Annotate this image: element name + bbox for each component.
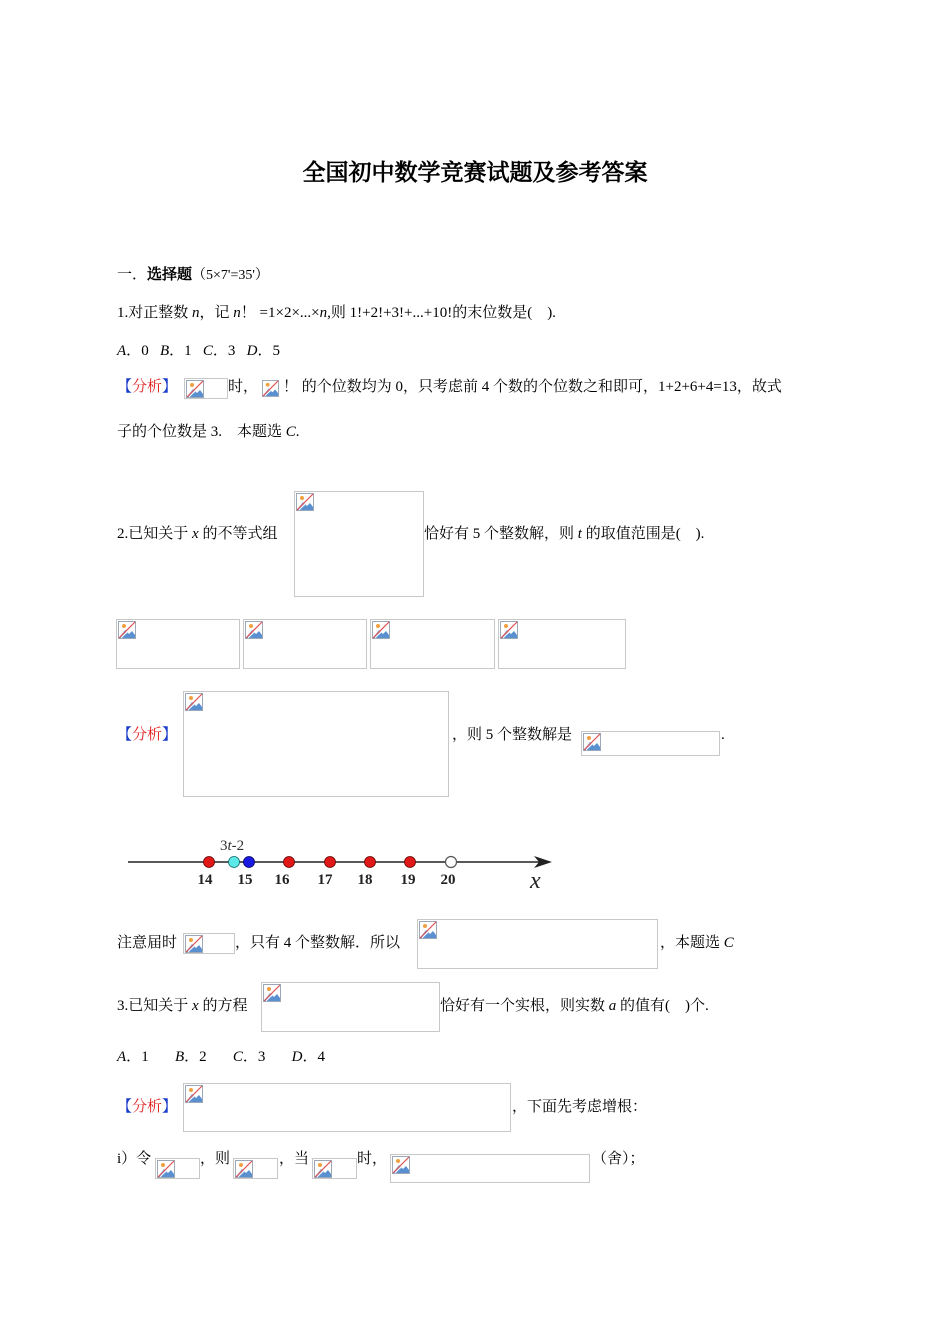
broken-image-icon [235, 1160, 253, 1178]
option-letter: A [117, 343, 127, 359]
broken-image-icon [583, 733, 601, 751]
q1-analysis-text: ！ 的个位数均为 0，只考虑前 4 个数的个位数之和即可，1+2+6+4=13，故式 [283, 379, 782, 395]
point-3t-2 [229, 857, 240, 868]
axis-label-x: x [530, 868, 541, 892]
q2-text: 的取值范围是( ). [581, 526, 705, 542]
point-19 [405, 857, 416, 868]
broken-image-icon [245, 621, 263, 639]
q3-text: 恰好有一个实根，则实数 [440, 998, 609, 1014]
tick-label: 17 [317, 872, 333, 888]
broken-image-icon [157, 1160, 175, 1178]
option-value: 3 [257, 1049, 266, 1065]
q3-case-text: ，当 [279, 1151, 310, 1167]
answer-letter: C [723, 935, 734, 951]
point-20 [446, 857, 457, 868]
tick-label: 18 [357, 872, 373, 888]
bracket: 】 [162, 1099, 178, 1115]
q3-analysis-label [117, 1097, 177, 1117]
q3-stem-end [440, 996, 709, 1016]
option-letter: B [174, 1049, 185, 1065]
option-letter: B [159, 343, 170, 359]
var-a: a [608, 998, 617, 1014]
option-a-image [116, 619, 240, 669]
formula-image [183, 933, 235, 954]
option-letter: C [202, 343, 213, 359]
answer-letter: C [285, 424, 296, 440]
option-value: 3 [227, 343, 236, 359]
broken-image-icon [419, 921, 437, 939]
point-15 [244, 857, 255, 868]
section-points: （5×7'=35'） [192, 268, 269, 283]
broken-image-icon [262, 380, 279, 397]
formula-image [184, 378, 228, 399]
option-c-image [370, 619, 495, 669]
q1-analysis-conclusion [117, 422, 300, 442]
broken-image-icon [263, 984, 281, 1002]
number-line-top-label: 3t-2 [220, 838, 245, 854]
option-letter: A [117, 1049, 127, 1065]
broken-image-icon [185, 935, 203, 953]
analysis-word: 分析 [132, 727, 163, 743]
tick-label: 20 [440, 872, 456, 888]
q2-stem-start [117, 524, 277, 544]
var-n: n [192, 305, 200, 321]
bracket: 】 [162, 379, 178, 395]
q3-stem-start [117, 996, 247, 1016]
formula-image [261, 982, 440, 1032]
number-line-figure [120, 830, 560, 892]
formula-image [581, 731, 720, 756]
option-value: 0 [141, 343, 149, 359]
option-value: 4 [317, 1049, 326, 1065]
var-n: n [319, 305, 328, 321]
var-x: x [192, 998, 199, 1014]
section-prefix: 一． [117, 267, 148, 283]
point-16 [284, 857, 295, 868]
option-b-image [243, 619, 367, 669]
q1-text: ，记 [199, 305, 234, 321]
point-14 [204, 857, 215, 868]
q2-text: 的不等式组 [198, 526, 278, 542]
q1-text: 1.对正整数 [117, 305, 193, 321]
broken-image-icon [296, 493, 314, 511]
tick-label: 14 [197, 872, 213, 888]
option-letter: D [291, 1049, 303, 1065]
q1-text: ,则 1!+2!+3!+...+10!的末位数是( ). [327, 305, 556, 321]
bracket: 【 [117, 379, 133, 395]
q1-analysis-label [117, 377, 177, 397]
q3-case-text: 时， [357, 1151, 388, 1167]
q2-note-end [660, 933, 734, 953]
analysis-word: 分析 [132, 379, 163, 395]
option-value: 1 [141, 1049, 149, 1065]
point-18 [365, 857, 376, 868]
broken-image-icon [372, 621, 390, 639]
tick-label: 15 [237, 872, 253, 888]
q2-text: 2.已知关于 [117, 526, 193, 542]
q3-case-text: （舍）； [592, 1151, 645, 1167]
var-x: x [192, 526, 199, 542]
formula-image [183, 1083, 511, 1132]
q3-options: A．1 B．2 C．3 D．4 [117, 1049, 326, 1065]
section-name: 选择题 [147, 265, 193, 283]
q2-note-text: ，只有 4 个整数解．所以 [235, 935, 401, 951]
q1-analysis-text: 时， [228, 379, 259, 395]
formula-image [312, 1158, 357, 1179]
section-heading [117, 264, 269, 286]
var-t: t [577, 526, 582, 542]
bracket: 【 [117, 727, 133, 743]
tick-label: 19 [400, 872, 416, 888]
option-value: 5 [272, 343, 281, 359]
broken-image-icon [185, 1085, 203, 1103]
q2-note-text: ，本题选 [660, 935, 724, 951]
var-n: n [233, 305, 241, 321]
broken-image-icon [118, 621, 136, 639]
q3-text: 3.已知关于 [117, 998, 193, 1014]
broken-image-icon [186, 380, 204, 398]
q2-text: 恰好有 5 个整数解，则 [424, 526, 578, 542]
formula-image [417, 919, 658, 969]
q1-options: A．0 B．1 C．3 D．5 [117, 343, 281, 359]
option-value: 1 [184, 343, 192, 359]
q3-text: 的值有( )个. [616, 998, 709, 1014]
q1-text: ！ =1×2×...× [240, 305, 320, 321]
q3-case-text: ，则 [200, 1151, 231, 1167]
punct: . [721, 727, 725, 743]
q3-case-text: i）令 [117, 1151, 152, 1167]
q3-analysis-text: ，下面先考虑增根： [512, 1099, 648, 1115]
broken-image-icon [185, 693, 203, 711]
formula-image [294, 491, 424, 597]
q2-analysis-text: ，则 5 个整数解是 [452, 727, 573, 743]
option-d-image [498, 619, 626, 669]
tick-label: 16 [274, 872, 290, 888]
formula-image [233, 1158, 278, 1179]
document-title: 全国初中数学竞赛试题及参考答案 [302, 160, 648, 186]
q3-text: 的方程 [198, 998, 248, 1014]
q2-note-text: 注意届时 [117, 935, 178, 951]
formula-image [390, 1154, 590, 1183]
formula-image [262, 380, 279, 397]
analysis-word: 分析 [132, 1099, 163, 1115]
bracket: 【 [117, 1099, 133, 1115]
option-letter: D [246, 343, 258, 359]
q2-analysis-label [117, 725, 177, 745]
formula-image [183, 691, 449, 797]
broken-image-icon [500, 621, 518, 639]
point-17 [325, 857, 336, 868]
broken-image-icon [392, 1156, 410, 1174]
q1-stem [117, 303, 556, 323]
formula-image [155, 1158, 200, 1179]
q2-stem-end [424, 524, 704, 544]
bracket: 】 [162, 727, 178, 743]
option-value: 2 [199, 1049, 207, 1065]
option-letter: C [232, 1049, 243, 1065]
broken-image-icon [314, 1160, 332, 1178]
q1-analysis-text: 子的个位数是 3. 本题选 [117, 424, 286, 440]
punct: . [295, 424, 300, 440]
